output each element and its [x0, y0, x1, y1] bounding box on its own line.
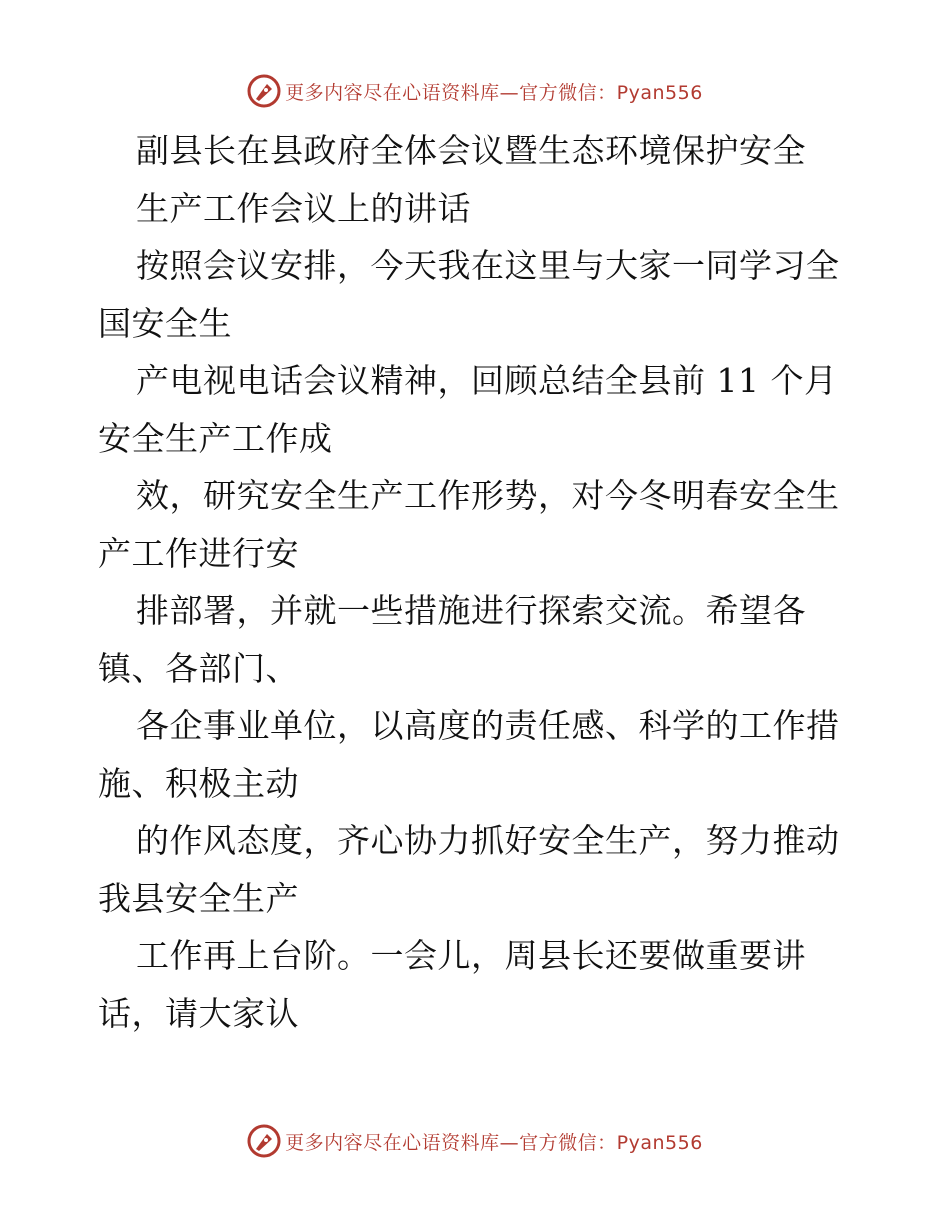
body-line: 我县安全生产 — [98, 878, 299, 918]
body-line: 镇、各部门、 — [98, 648, 299, 688]
body-line: 按照会议安排，今天我在这里与大家一同学习全 — [136, 246, 840, 285]
body-line: 产工作进行安 — [98, 533, 299, 573]
pen-nib-logo-icon — [247, 1124, 281, 1158]
document-body — [98, 122, 858, 1042]
body-line: 效，研究安全生产工作形势，对今冬明春安全生 — [136, 476, 840, 515]
pen-nib-logo-icon — [247, 74, 281, 108]
footer-banner-text: 更多内容尽在心语资料库—官方微信：Pyan556 — [285, 1131, 703, 1154]
header-banner — [0, 71, 950, 111]
body-line: 施、积极主动 — [98, 763, 299, 803]
footer-banner — [0, 1121, 950, 1161]
header-banner-text: 更多内容尽在心语资料库—官方微信：Pyan556 — [285, 81, 703, 104]
title-line-1: 副县长在县政府全体会议暨生态环境保护安全 — [136, 131, 806, 170]
body-line: 的作风态度，齐心协力抓好安全生产，努力推动 — [136, 821, 840, 860]
body-line: 排部署，并就一些措施进行探索交流。希望各 — [136, 591, 806, 630]
title-line-2: 生产工作会议上的讲话 — [136, 188, 471, 228]
body-line: 产电视电话会议精神，回顾总结全县前 11 个月 — [136, 361, 838, 400]
body-line: 各企事业单位，以高度的责任感、科学的工作措 — [136, 706, 840, 745]
body-line: 工作再上台阶。一会儿，周县长还要做重要讲 — [136, 936, 806, 975]
body-line: 安全生产工作成 — [98, 418, 333, 458]
body-line: 话，请大家认 — [98, 993, 299, 1033]
body-line: 国安全生 — [98, 303, 232, 343]
